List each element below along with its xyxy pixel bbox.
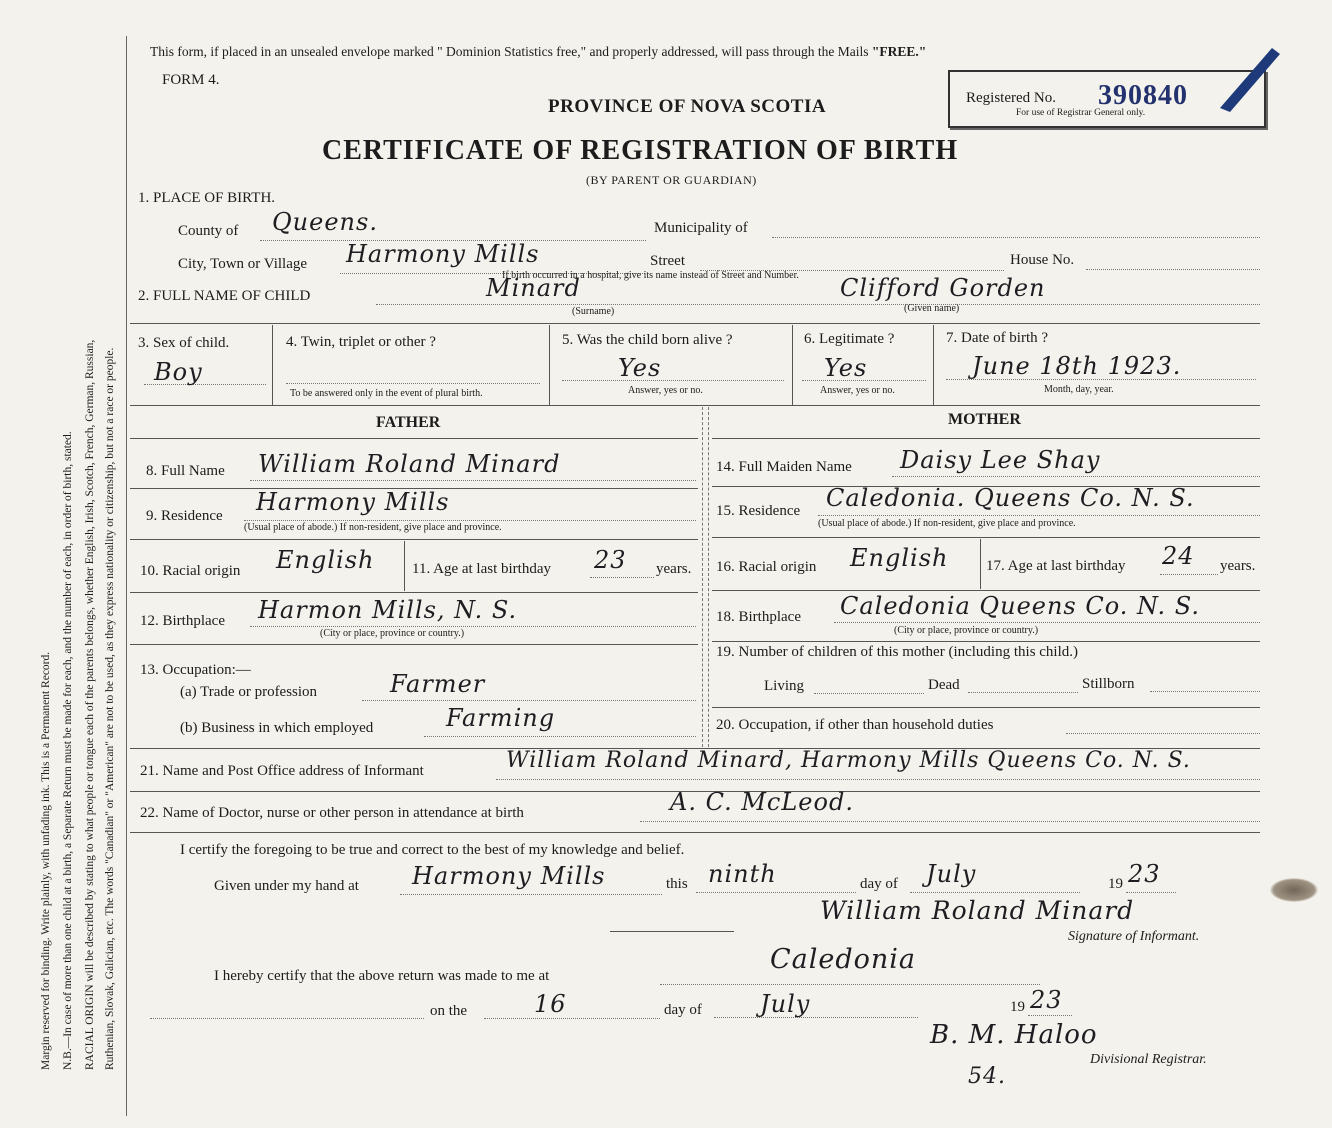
given-under-hand-label: Given under my hand at	[214, 878, 359, 894]
father-age-label: 11. Age at last birthday	[412, 561, 551, 577]
hospital-note: If birth occurred in a hospital, give its name instead of Street and Number.	[502, 270, 799, 281]
on-the-label: on the	[430, 1003, 468, 1019]
reg-day-of-label: day of	[664, 1002, 702, 1018]
margin-note-separate-return: N.B.—In case of more than one child at a birth, a Separate Return must be made for each, and the number of each, in order of birth, stated.	[62, 431, 74, 1070]
father-birthplace-value: Harmon Mills, N. S.	[258, 596, 518, 624]
father-birthplace-label: 12. Birthplace	[140, 613, 225, 629]
mother-age-label: 17. Age at last birthday	[986, 558, 1126, 574]
this-label: this	[666, 876, 688, 892]
house-label: House No.	[1010, 252, 1075, 268]
registrar-note: For use of Registrar General only.	[1016, 108, 1146, 118]
mother-age-years: years.	[1220, 558, 1256, 574]
informant-value: William Roland Minard, Harmony Mills Queens Co. N. S.	[506, 748, 1191, 773]
mother-residence-note: (Usual place of abode.) If non-resident, give place and province.	[818, 518, 1076, 529]
registrar-signature: B. M. Haloo	[930, 1020, 1098, 1050]
informant-label: 21. Name and Post Office address of Informant	[140, 763, 424, 779]
father-racial-label: 10. Racial origin	[140, 563, 241, 579]
occupation-label: 13. Occupation:—	[140, 662, 251, 678]
county-value: Queens.	[272, 208, 378, 236]
mother-heading: MOTHER	[948, 411, 1021, 428]
registered-number: 390840	[1098, 80, 1188, 111]
place-of-birth-label: 1. PLACE OF BIRTH.	[138, 190, 276, 206]
mother-name-label: 14. Full Maiden Name	[716, 459, 852, 475]
registrar-statement: I hereby certify that the above return was made to me at	[214, 968, 550, 984]
living-label: Living	[764, 678, 804, 694]
dob-label: 7. Date of birth ?	[946, 330, 1049, 346]
father-birthplace-note: (City or place, province or country.)	[320, 628, 465, 639]
ink-smudge	[1270, 878, 1318, 902]
alive-value: Yes	[618, 354, 662, 382]
registration-day: 16	[534, 990, 567, 1018]
dob-value: June 18th 1923.	[972, 352, 1182, 380]
margin-note-binding: Margin reserved for binding. Write plainly, with unfading ink. This is a Permanent Record.	[40, 651, 52, 1070]
sex-value: Boy	[154, 358, 203, 386]
mother-birthplace-label: 18. Birthplace	[716, 609, 801, 625]
given-month: July	[926, 860, 977, 888]
father-name-label: 8. Full Name	[146, 463, 225, 479]
signature-caption: Signature of Informant.	[1068, 929, 1200, 944]
father-residence-label: 9. Residence	[146, 508, 223, 524]
registration-month: July	[760, 990, 811, 1018]
child-name-label: 2. FULL NAME OF CHILD	[138, 288, 311, 304]
doctor-value: A. C. McLeod.	[670, 788, 854, 816]
mother-birthplace-note: (City or place, province or country.)	[894, 625, 1039, 636]
mail-free: "FREE."	[871, 44, 927, 59]
trade-value: Farmer	[390, 670, 486, 698]
certify-statement: I certify the foregoing to be true and correct to the best of my knowledge and belief.	[180, 842, 685, 858]
sex-label: 3. Sex of child.	[138, 335, 230, 351]
legitimate-label: 6. Legitimate ?	[804, 331, 895, 347]
mother-racial-label: 16. Racial origin	[716, 559, 817, 575]
form-number: FORM 4.	[162, 72, 220, 88]
father-residence-note: (Usual place of abode.) If non-resident, give place and province.	[244, 522, 502, 533]
registrar-caption: Divisional Registrar.	[1090, 1052, 1207, 1067]
doctor-label: 22. Name of Doctor, nurse or other person in attendance at birth	[140, 805, 524, 821]
given-year: 23	[1128, 860, 1161, 888]
business-value: Farming	[446, 704, 556, 732]
registrar-place: Caledonia	[770, 944, 917, 975]
county-label: County of	[178, 223, 239, 239]
informant-signature: William Roland Minard	[820, 896, 1135, 925]
certificate-title: CERTIFICATE OF REGISTRATION OF BIRTH	[322, 135, 959, 166]
municipality-label: Municipality of	[654, 220, 748, 236]
city-label: City, Town or Village	[178, 256, 308, 272]
alive-note: Answer, yes or no.	[628, 385, 703, 396]
father-age-years: years.	[656, 561, 692, 577]
mother-residence-label: 15. Residence	[716, 503, 801, 519]
twin-note: To be answered only in the event of plural birth.	[290, 388, 483, 399]
reg-year-prefix: 19	[1010, 999, 1025, 1015]
alive-label: 5. Was the child born alive ?	[562, 332, 733, 348]
father-name-value: William Roland Minard	[258, 450, 561, 478]
legitimate-note: Answer, yes or no.	[820, 385, 895, 396]
father-age-value: 23	[594, 546, 627, 574]
dead-label: Dead	[928, 677, 960, 693]
city-value: Harmony Mills	[346, 240, 540, 268]
trade-label: (a) Trade or profession	[180, 684, 318, 700]
father-racial-value: English	[276, 546, 375, 574]
margin-note-racial-origin-cont: Ruthenian, Slovak, Galician, etc. The words "Canadian" or "American" are not to be used, as they express nationality or citizenship, but not a race or people.	[104, 347, 116, 1070]
given-caption: (Given name)	[904, 303, 960, 314]
registrar-number: 54.	[968, 1064, 1006, 1089]
given-day: ninth	[708, 860, 777, 888]
street-label: Street	[650, 253, 685, 269]
registered-label: Registered No.	[966, 90, 1056, 106]
year-prefix: 19	[1108, 876, 1123, 892]
certificate-subtitle: (BY PARENT OR GUARDIAN)	[586, 173, 757, 187]
mother-residence-value: Caledonia. Queens Co. N. S.	[826, 484, 1195, 512]
mail-notice	[150, 44, 926, 60]
twin-label: 4. Twin, triplet or other ?	[286, 334, 436, 350]
day-of-label: day of	[860, 876, 898, 892]
child-surname: Minard	[486, 274, 581, 302]
stillborn-label: Stillborn	[1082, 676, 1135, 692]
mail-notice-text: This form, if placed in an unsealed envelope marked " Dominion Statistics free," and properly addressed, will pass through the Mails	[150, 44, 869, 59]
legitimate-value: Yes	[824, 354, 868, 382]
given-place: Harmony Mills	[412, 862, 606, 890]
father-residence-value: Harmony Mills	[256, 488, 450, 516]
business-label: (b) Business in which employed	[180, 720, 374, 736]
surname-caption: (Surname)	[572, 306, 615, 317]
mother-age-value: 24	[1162, 542, 1195, 570]
dob-note: Month, day, year.	[1044, 384, 1114, 395]
margin-note-racial-origin: RACIAL ORIGIN will be described by stating to what people or tongue each of the parents belongs, whether English, Irish, Scotch, French, German, Russian,	[84, 339, 96, 1070]
child-given-name: Clifford Gorden	[840, 274, 1046, 302]
mother-racial-value: English	[850, 544, 949, 572]
children-count-label: 19. Number of children of this mother (including this child.)	[716, 644, 1079, 660]
ink-pen-mark-icon	[1212, 40, 1292, 120]
mother-occupation-label: 20. Occupation, if other than household duties	[716, 717, 994, 733]
registration-year: 23	[1030, 986, 1063, 1014]
mother-name-value: Daisy Lee Shay	[900, 446, 1101, 474]
mother-birthplace-value: Caledonia Queens Co. N. S.	[840, 592, 1200, 620]
father-heading: FATHER	[376, 414, 441, 431]
province-title: PROVINCE OF NOVA SCOTIA	[548, 96, 827, 117]
